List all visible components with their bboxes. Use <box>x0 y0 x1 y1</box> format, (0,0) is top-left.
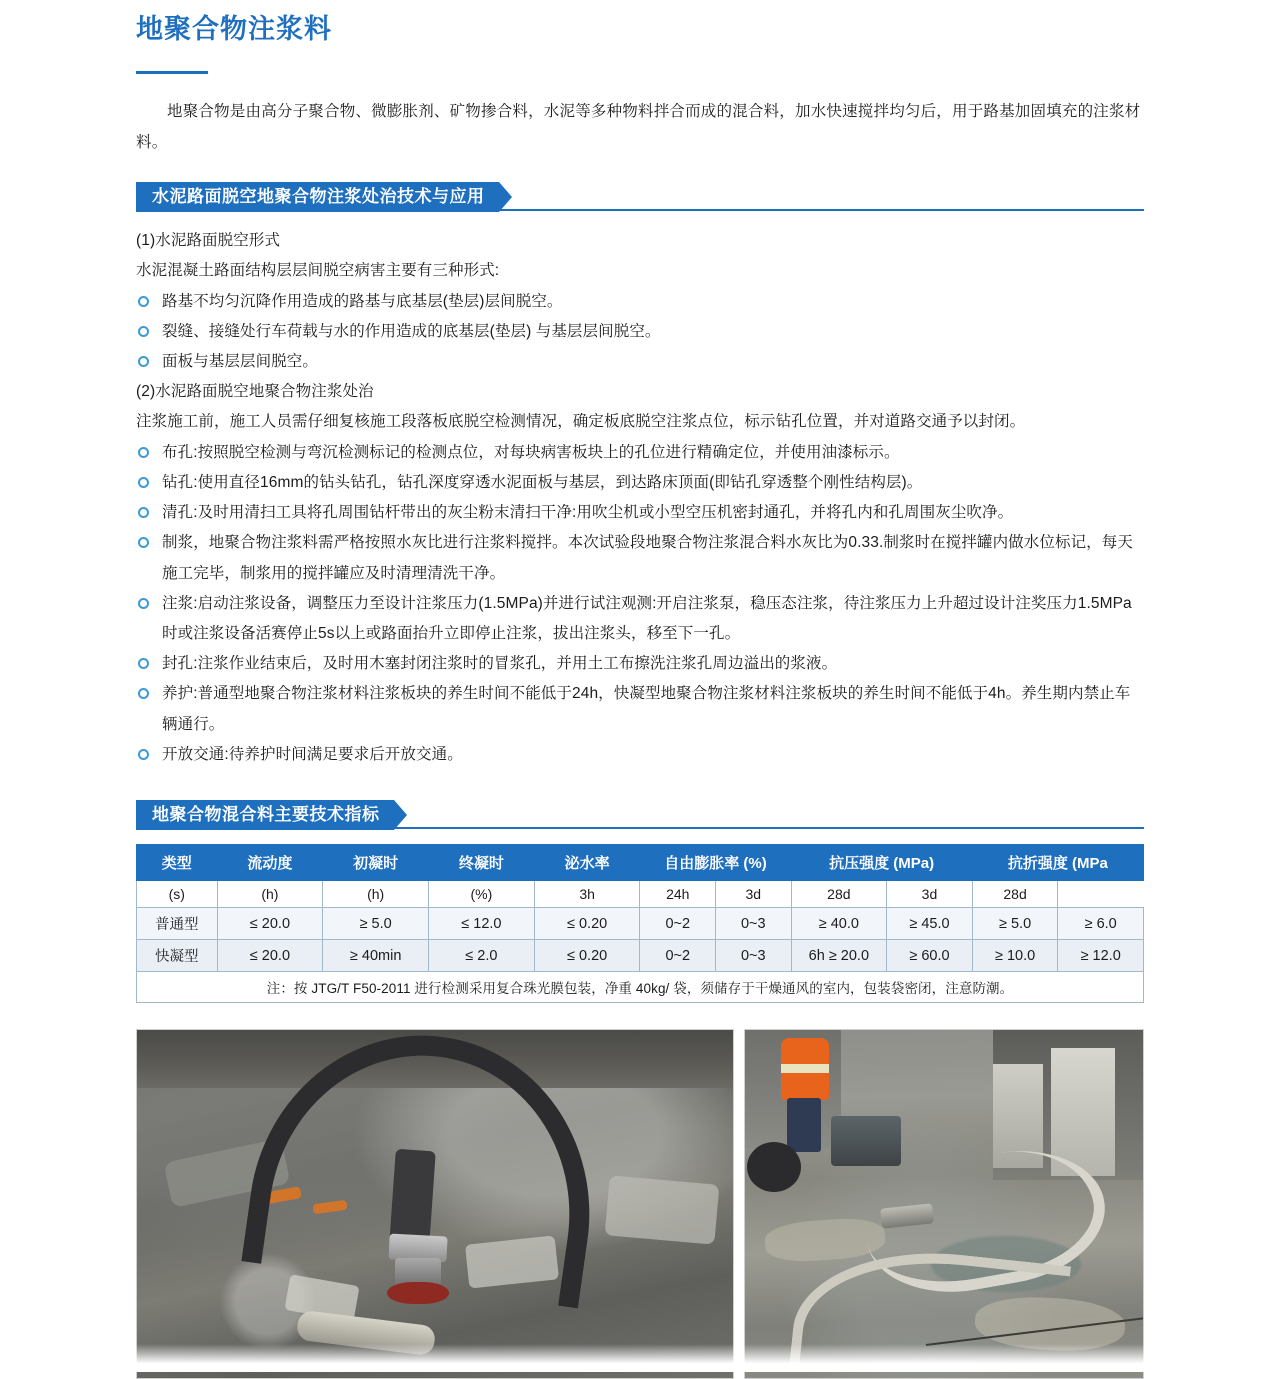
list-item-text: 封孔:注浆作业结束后，及时用木塞封闭注浆时的冒浆孔，并用土工布擦洗注浆孔周边溢出的浆液。 <box>162 655 838 673</box>
list-item-text: 钻孔:使用直径16mm的钻头钻孔，钻孔深度穿透水泥面板与基层，到达路床顶面(即钻孔穿透整个刚性结构层)。 <box>162 473 923 491</box>
list-item <box>136 438 1144 468</box>
circle-bullet-icon <box>138 537 149 548</box>
section-header-1 <box>136 182 1144 212</box>
title-underline <box>136 71 208 74</box>
circle-bullet-icon <box>138 507 149 518</box>
cell-value: ≥ 10.0 <box>972 940 1058 972</box>
photo2-wheel <box>747 1142 801 1192</box>
photo1-patch <box>605 1175 720 1244</box>
subsection-1-title: (1)水泥路面脱空形式 <box>136 232 281 250</box>
cell-value: ≤ 20.0 <box>217 940 323 972</box>
unit-comp-28d: 28d <box>791 881 887 908</box>
list-item <box>136 317 1144 347</box>
list-item-text: 注浆:启动注浆设备，调整压力至设计注浆压力(1.5MPa)并进行试注观测:开启注浆泵，稳压态注浆，待注浆压力上升超过设计注奖压力1.5MPa时或注浆设备活赛停止5s以上或路面抬升立即停止注浆，拔出注浆头，移至下一孔。 <box>162 594 1132 642</box>
unit-flex-28d: 28d <box>972 881 1058 908</box>
circle-bullet-icon <box>138 688 149 699</box>
circle-bullet-icon <box>138 356 149 367</box>
cell-value: ≥ 6.0 <box>1058 908 1144 940</box>
cell-value: 0~3 <box>716 908 792 940</box>
cell-value: 0~2 <box>640 940 716 972</box>
list-item-text: 面板与基层层间脱空。 <box>162 352 319 370</box>
list-item <box>136 679 1144 739</box>
page-bottom-fade <box>0 1344 1280 1372</box>
table-row <box>137 940 1144 972</box>
list-item-text: 开放交通:待养护时间满足要求后开放交通。 <box>162 745 463 763</box>
section-header-1-rule <box>136 209 1144 211</box>
cell-value: ≥ 45.0 <box>887 908 973 940</box>
cell-value: ≥ 5.0 <box>972 908 1058 940</box>
circle-bullet-icon <box>138 447 149 458</box>
cell-value: ≥ 40.0 <box>791 908 887 940</box>
section-header-2-label: 地聚合物混合料主要技术指标 <box>136 800 394 830</box>
table-note: 注：按 JTG/T F50-2011 进行检测采用复合珠光膜包装，净重 40kg/ 袋，须储存于干燥通风的室内，包装袋密闭，注意防潮。 <box>137 972 1144 1003</box>
cell-value: ≥ 60.0 <box>887 940 973 972</box>
spec-table <box>136 844 1144 1003</box>
list-item <box>136 287 1144 317</box>
th-bleeding: 泌水率 <box>534 845 640 881</box>
photo2-pump-machine <box>831 1116 901 1166</box>
cell-value: ≥ 40min <box>323 940 429 972</box>
circle-bullet-icon <box>138 598 149 609</box>
th-final-set: 终凝时 <box>429 845 535 881</box>
spec-table-wrapper <box>136 844 1144 1003</box>
circle-bullet-icon <box>138 749 149 760</box>
table-row <box>137 908 1144 940</box>
cell-value: ≤ 20.0 <box>217 908 323 940</box>
photo-grouting-hose-image <box>137 1030 733 1378</box>
list-item <box>136 498 1144 528</box>
section-header-2 <box>136 800 1144 830</box>
list-item <box>136 468 1144 498</box>
photo2-worker-stripe <box>781 1064 829 1073</box>
subsection-2-title: (2)水泥路面脱空地聚合物注浆处治 <box>136 383 374 401</box>
list-item-text: 裂缝、接缝处行车荷载与水的作用造成的底基层(垫层) 与基层层间脱空。 <box>162 322 661 340</box>
list-item <box>136 347 1144 377</box>
page-title: 地聚合物注浆料 <box>136 14 332 44</box>
list-item-text: 布孔:按照脱空检测与弯沉检测标记的检测点位，对每块病害板块上的孔位进行精确定位，并使用油漆标示。 <box>162 443 900 461</box>
unit-initial-set: (h) <box>217 881 323 908</box>
cell-value: ≥ 12.0 <box>1058 940 1144 972</box>
cell-value: ≤ 12.0 <box>429 908 535 940</box>
cell-value: ≥ 5.0 <box>323 908 429 940</box>
table-header-row <box>137 845 1144 881</box>
th-initial-set: 初凝时 <box>323 845 429 881</box>
cell-value: 0~2 <box>640 908 716 940</box>
th-type: 类型 <box>137 845 218 881</box>
cell-value: 0~3 <box>716 940 792 972</box>
unit-bleeding: (%) <box>429 881 535 908</box>
photo-site-worker <box>744 1029 1144 1379</box>
section-header-1-label: 水泥路面脱空地聚合物注浆处治技术与应用 <box>136 182 499 212</box>
row-type: 快凝型 <box>137 940 218 972</box>
list-item-text: 制浆，地聚合物注浆料需严格按照水灰比进行注浆料搅拌。本次试验段地聚合物注浆混合料水灰比为0.33.制浆时在搅拌罐内做水位标记，每天施工完毕，制浆用的搅拌罐应及时清理清洗干净。 <box>162 534 1133 582</box>
list-item <box>136 740 1144 770</box>
th-compressive: 抗压强度 (MPa) <box>791 845 972 881</box>
subsection-1-lead: 水泥混凝土路面结构层层间脱空病害主要有三种形式: <box>136 262 500 280</box>
th-free-expansion: 自由膨胀率 (%) <box>640 845 791 881</box>
row-type: 普通型 <box>137 908 218 940</box>
list-item <box>136 589 1144 649</box>
circle-bullet-icon <box>138 296 149 307</box>
unit-final-set: (h) <box>323 881 429 908</box>
table-units-row <box>137 881 1144 908</box>
list-item-text: 养护:普通型地聚合物注浆材料注浆板块的养生时间不能低于24h，快凝型地聚合物注浆材料注浆板块的养生时间不能低于4h。养生期内禁止车辆通行。 <box>162 685 1131 733</box>
photo-grouting-hose <box>136 1029 734 1379</box>
unit-expansion-24h: 24h <box>640 881 716 908</box>
circle-bullet-icon <box>138 477 149 488</box>
photo1-grout-head <box>387 1282 449 1304</box>
list-item <box>136 649 1144 679</box>
circle-bullet-icon <box>138 326 149 337</box>
list-item-text: 路基不均匀沉降作用造成的路基与底基层(垫层)层间脱空。 <box>162 292 563 310</box>
photo-site-worker-image <box>745 1030 1143 1378</box>
cell-value: ≤ 2.0 <box>429 940 535 972</box>
cell-value: 6h ≥ 20.0 <box>791 940 887 972</box>
list-item <box>136 528 1144 588</box>
photo-gallery <box>136 1029 1144 1379</box>
unit-flex-3d: 3d <box>887 881 973 908</box>
list-item-text: 清孔:及时用清扫工具将孔周围钻杆带出的灰尘粉末清扫干净:用吹尘机或小型空压机密封通孔，并将孔内和孔周围灰尘吹净。 <box>162 504 1014 522</box>
cell-value: ≤ 0.20 <box>534 940 640 972</box>
unit-flow: (s) <box>137 881 218 908</box>
section-header-2-rule <box>136 827 1144 829</box>
th-flow: 流动度 <box>217 845 323 881</box>
cell-value: ≤ 0.20 <box>534 908 640 940</box>
intro-paragraph: 地聚合物是由高分子聚合物、微膨胀剂、矿物掺合料，水泥等多种物料拌合而成的混合料，加水快速搅拌均匀后，用于路基加固填充的注浆材料。 <box>136 103 1141 152</box>
th-flexural: 抗折强度 (MPa <box>972 845 1143 881</box>
photo2-worker-leg <box>787 1098 821 1152</box>
unit-expansion-3h: 3h <box>534 881 640 908</box>
table-note-row <box>137 972 1144 1003</box>
circle-bullet-icon <box>138 658 149 669</box>
unit-comp-3d: 3d <box>716 881 792 908</box>
subsection-2-lead: 注浆施工前，施工人员需仔细复核施工段落板底脱空检测情况，确定板底脱空注浆点位，标示钻孔位置，并对道路交通予以封闭。 <box>136 413 1026 431</box>
